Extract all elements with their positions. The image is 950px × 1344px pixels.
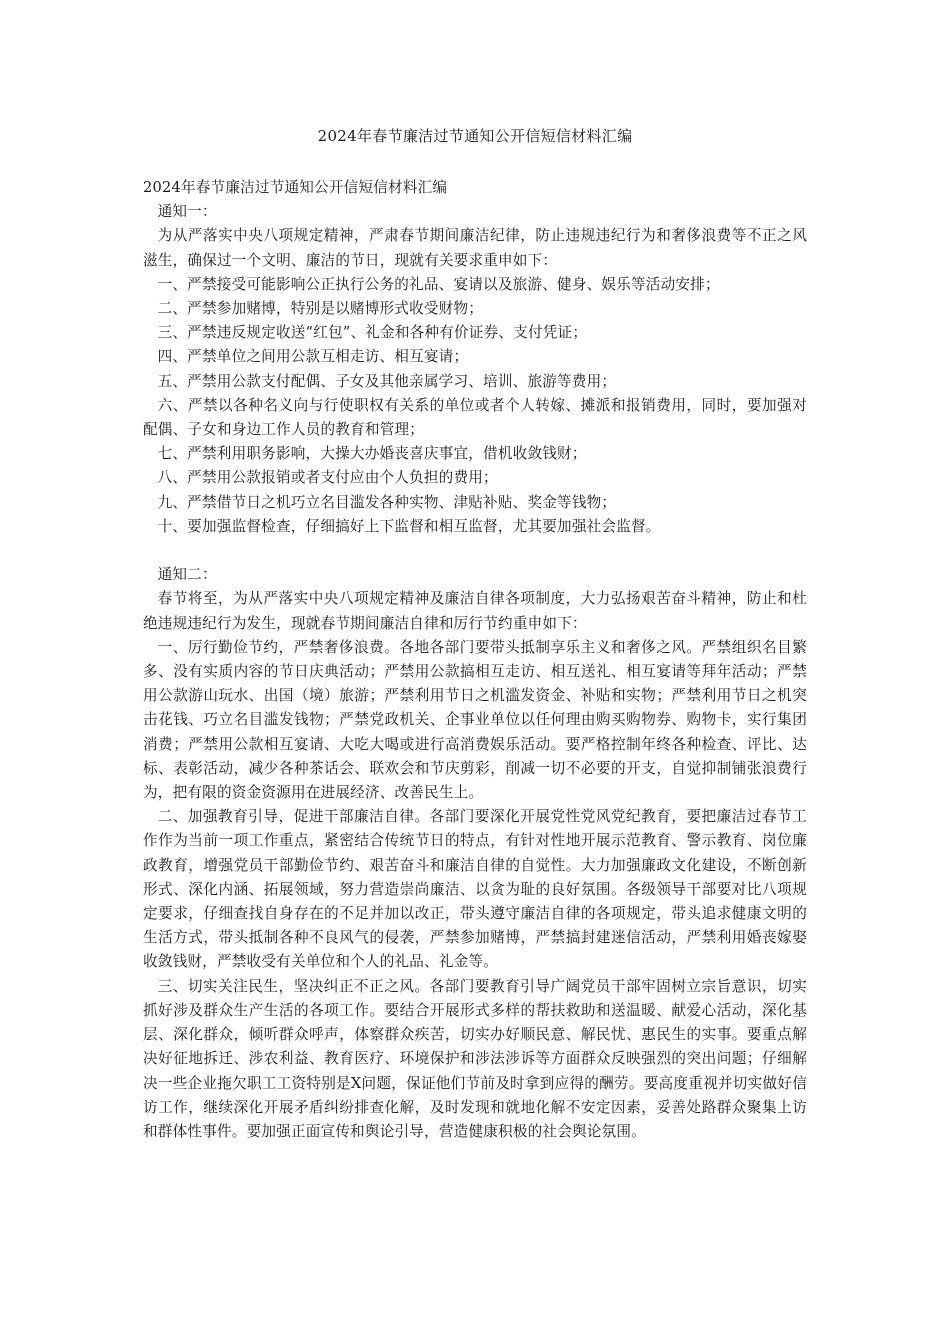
notice-1-item: 六、严禁以各种名义向与行使职权有关系的单位或者个人转嫁、摊派和报销费用，同时，要加强对配偶、子女和身边工作人员的教育和管理； bbox=[143, 396, 807, 439]
notice-1-item: 五、严禁用公款支付配偶、子女及其他亲属学习、培训、旅游等费用； bbox=[157, 372, 617, 390]
notice-1-item: 九、严禁借节日之机巧立名目滥发各种实物、津贴补贴、奖金等钱物； bbox=[157, 493, 617, 511]
notice-1-item: 十、要加强监督检查，仔细搞好上下监督和相互监督，尤其要加强社会监督。 bbox=[157, 517, 661, 535]
notice-1-intro: 为从严落实中央八项规定精神，严肃春节期间廉洁纪律，防止违规违纪行为和奢侈浪费等不正之风滋生，确保过一个文明、廉洁的节日，现就有关要求重申如下： bbox=[143, 227, 807, 269]
notice-1-item: 三、严禁违反规定收送“红包”、礼金和各种有价证券、支付凭证； bbox=[157, 324, 588, 342]
notice-1-item: 七、严禁利用职务影响，大操大办婚丧喜庆事宜，借机收敛钱财； bbox=[157, 445, 587, 463]
notice-1-item: 四、严禁单位之间用公款互相走访、相互宴请； bbox=[157, 348, 469, 366]
notice-2-item: 二、加强教育引导，促进干部廉洁自律。各部门要深化开展党性党风党纪教育，要把廉洁过春节工作作为当前一项工作重点，紧密结合传统节日的特点，有针对性地开展示范教育、警示教育、岗位廉政教育，增强党员干部勤俭节约、艰苦奋斗和廉洁自律的自觉性。大力加强廉政文化建设，不断创新形式、深化内涵、拓展领域，努力营造崇尚廉洁、以贪为耻的良好氛围。各级领导干部要对比八项规定要求，仔细查找自身存在的不足并加以改正，带头遵守廉洁自律的各项规定，带头追求健康文明的生活方式，带头抵制各种不良风气的侵袭，严禁参加赌博，严禁搞封建迷信活动，严禁利用婚丧嫁娶收敛钱财，严禁收受有关单位和个人的礼品、礼金等。 bbox=[143, 808, 807, 971]
section-spacer bbox=[143, 539, 807, 563]
notice-2-item: 一、厉行勤俭节约，严禁奢侈浪费。各地各部门要带头抵制享乐主义和奢侈之风。严禁组织名目繁多、没有实质内容的节日庆典活动；严禁用公款搞相互走访、相互送礼、相互宴请等拜年活动；严禁用公款游山玩水、出国（境）旅游；严禁利用节日之机滥发资金、补贴和实物；严禁利用节日之机突击花钱、巧立名目滥发钱物；严禁党政机关、企事业单位以任何理由购买购物券、购物卡，实行集团消费；严禁用公款相互宴请、大吃大喝或进行高消费娱乐活动。要严格控制年终各种检查、评比、达标、表彰活动，减少各种茶话会、联欢会和节庆剪彩，削减一切不必要的开支，自觉抑制铺张浪费行为，把有限的资金资源用在进展经济、改善民生上。 bbox=[143, 638, 807, 802]
document-body bbox=[143, 176, 807, 1144]
notice-1-item: 八、严禁用公款报销或者支付应由个人负担的费用； bbox=[157, 469, 498, 487]
notice-2-item: 三、切实关注民生，坚决纠正不正之风。各部门要教育引导广阔党员干部牢固树立宗旨意识，切实抓好涉及群众生产生活的各项工作。要结合开展形式多样的帮扶救助和送温暖、献爱心活动，深化基层、深化群众，倾听群众呼声，体察群众疾苦，切实办好顺民意、解民忧、惠民生的实事。要重点解决好征地拆迁、涉农利益、教育医疗、环境保护和涉法涉诉等方面群众反映强烈的突出问题；仔细解决一些企业拖欠职工工资特别是X问题，保证他们节前及时拿到应得的酬劳。要高度重视并切实做好信访工作，继续深化开展矛盾纠纷排查化解，及时发现和就地化解不安定因素，妥善处路群众聚集上访和群体性事件。要加强正面宣传和舆论引导，营造健康积极的社会舆论氛围。 bbox=[143, 977, 807, 1140]
document-heading: 2024年春节廉洁过节通知公开信短信材料汇编 bbox=[143, 179, 448, 196]
notice-2-label: 通知二： bbox=[157, 566, 217, 584]
notice-2-intro: 春节将至，为从严落实中央八项规定精神及廉洁自律各项制度，大力弘扬艰苦奋斗精神，防止和杜绝违规违纪行为发生，现就春节期间廉洁自律和厉行节约重申如下： bbox=[143, 590, 807, 632]
notice-1-item: 一、严禁接受可能影响公正执行公务的礼品、宴请以及旅游、健身、娱乐等活动安排； bbox=[157, 275, 720, 293]
page-title: 2024年春节廉洁过节通知公开信短信材料汇编 bbox=[317, 127, 633, 145]
notice-1-item: 二、严禁参加赌博，特别是以赌博形式收受财物； bbox=[157, 300, 484, 318]
notice-1-label: 通知一： bbox=[157, 203, 217, 221]
